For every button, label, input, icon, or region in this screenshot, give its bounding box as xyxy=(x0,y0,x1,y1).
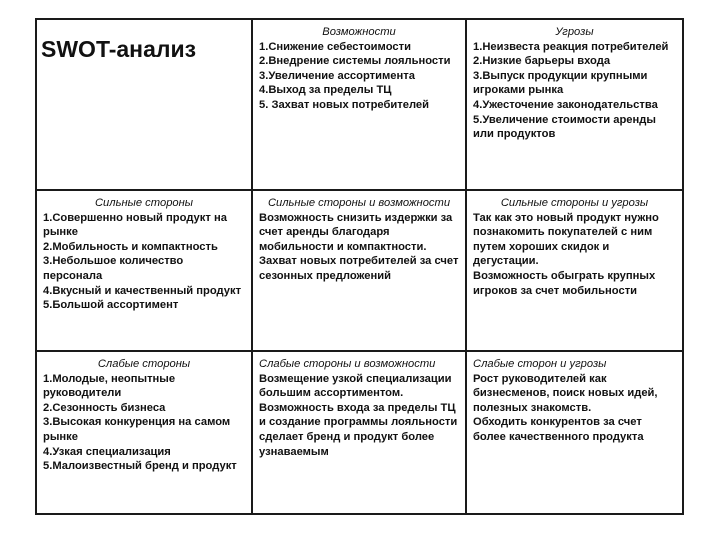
opportunity-item: 5. Захват новых потребителей xyxy=(259,98,430,111)
wo-text: Возмещение узкой специализации большим ассортиментом. xyxy=(259,372,452,400)
st-text: Возможность обыграть крупных игроков за счет мобильности xyxy=(473,269,656,297)
wt-strategy-cell xyxy=(465,350,682,513)
strength-item: 2.Мобильность и компактность xyxy=(43,240,218,253)
strengths-heading: Сильные стороны xyxy=(94,197,194,209)
opportunity-item: 4.Выход за пределы ТЦ xyxy=(259,84,392,97)
weakness-item: 1.Молодые, неопытные руководители xyxy=(43,372,176,400)
strength-item: 1.Совершенно новый продукт на рынке xyxy=(43,211,227,239)
so-strategy-cell xyxy=(251,189,465,350)
wt-text: Обходить конкурентов за счет более качественного продукта xyxy=(473,416,644,443)
strength-item: 4.Вкусный и качественный продукт xyxy=(43,284,242,297)
wt-heading: Слабые сторон и угрозы xyxy=(473,358,607,370)
opportunity-item: 3.Увеличение ассортимента xyxy=(259,69,415,82)
st-heading: Сильные стороны и угрозы xyxy=(500,197,649,209)
wt-text: Рост руководителей как бизнесменов, поиск новых идей, полезных знакомств. xyxy=(473,372,658,414)
threats-cell xyxy=(465,20,682,189)
opportunities-cell xyxy=(251,20,465,189)
threat-item: 5.Увеличение стоимости аренды или продуктов xyxy=(473,113,656,141)
so-text: Возможность снизить издержки за счет аренды благодаря мобильности и компактности. xyxy=(259,211,453,253)
wo-strategy-cell xyxy=(251,350,465,513)
wo-text: Возможность входа за пределы ТЦ и создание программы лояльности сделает бренд и продукт более узнаваемым xyxy=(259,401,458,458)
weakness-item: 3.Высокая конкуренция на самом рынке xyxy=(43,416,231,443)
swot-table xyxy=(35,18,684,515)
threat-item: 3.Выпуск продукции крупными игроками рынка xyxy=(473,69,648,97)
st-strategy-cell xyxy=(465,189,682,350)
weakness-item: 2.Сезонность бизнеса xyxy=(43,401,166,414)
weaknesses-heading: Слабые стороны xyxy=(97,358,191,370)
opportunity-item: 1.Снижение себестоимости xyxy=(259,40,411,53)
opportunities-heading: Возможности xyxy=(322,26,396,38)
st-text: Так как это новый продукт нужно познакомить покупателей с ним путем хороших скидок и дегустации. xyxy=(473,211,659,268)
threat-item: 4.Ужесточение законодательства xyxy=(473,98,658,111)
weakness-item: 4.Узкая специализация xyxy=(43,445,171,458)
strengths-cell xyxy=(37,189,251,350)
weakness-item: 5.Малоизвестный бренд и продукт xyxy=(43,460,237,473)
strength-item: 5.Большой ассортимент xyxy=(43,299,179,312)
threat-item: 2.Низкие барьеры входа xyxy=(473,55,611,68)
threat-item: 1.Неизвеста реакция потребителей xyxy=(473,40,669,53)
threats-heading: Угрозы xyxy=(555,26,594,38)
strength-item: 3.Небольшое количество персонала xyxy=(43,255,184,282)
opportunity-item: 2.Внедрение системы лояльности xyxy=(259,55,451,68)
weaknesses-cell xyxy=(37,350,251,513)
wo-heading: Слабые стороны и возможности xyxy=(259,358,436,370)
so-heading: Сильные стороны и возможности xyxy=(267,197,451,209)
swot-title: SWOT-анализ xyxy=(41,36,197,62)
so-text: Захват новых потребителей за счет сезонных предложений xyxy=(259,255,459,282)
